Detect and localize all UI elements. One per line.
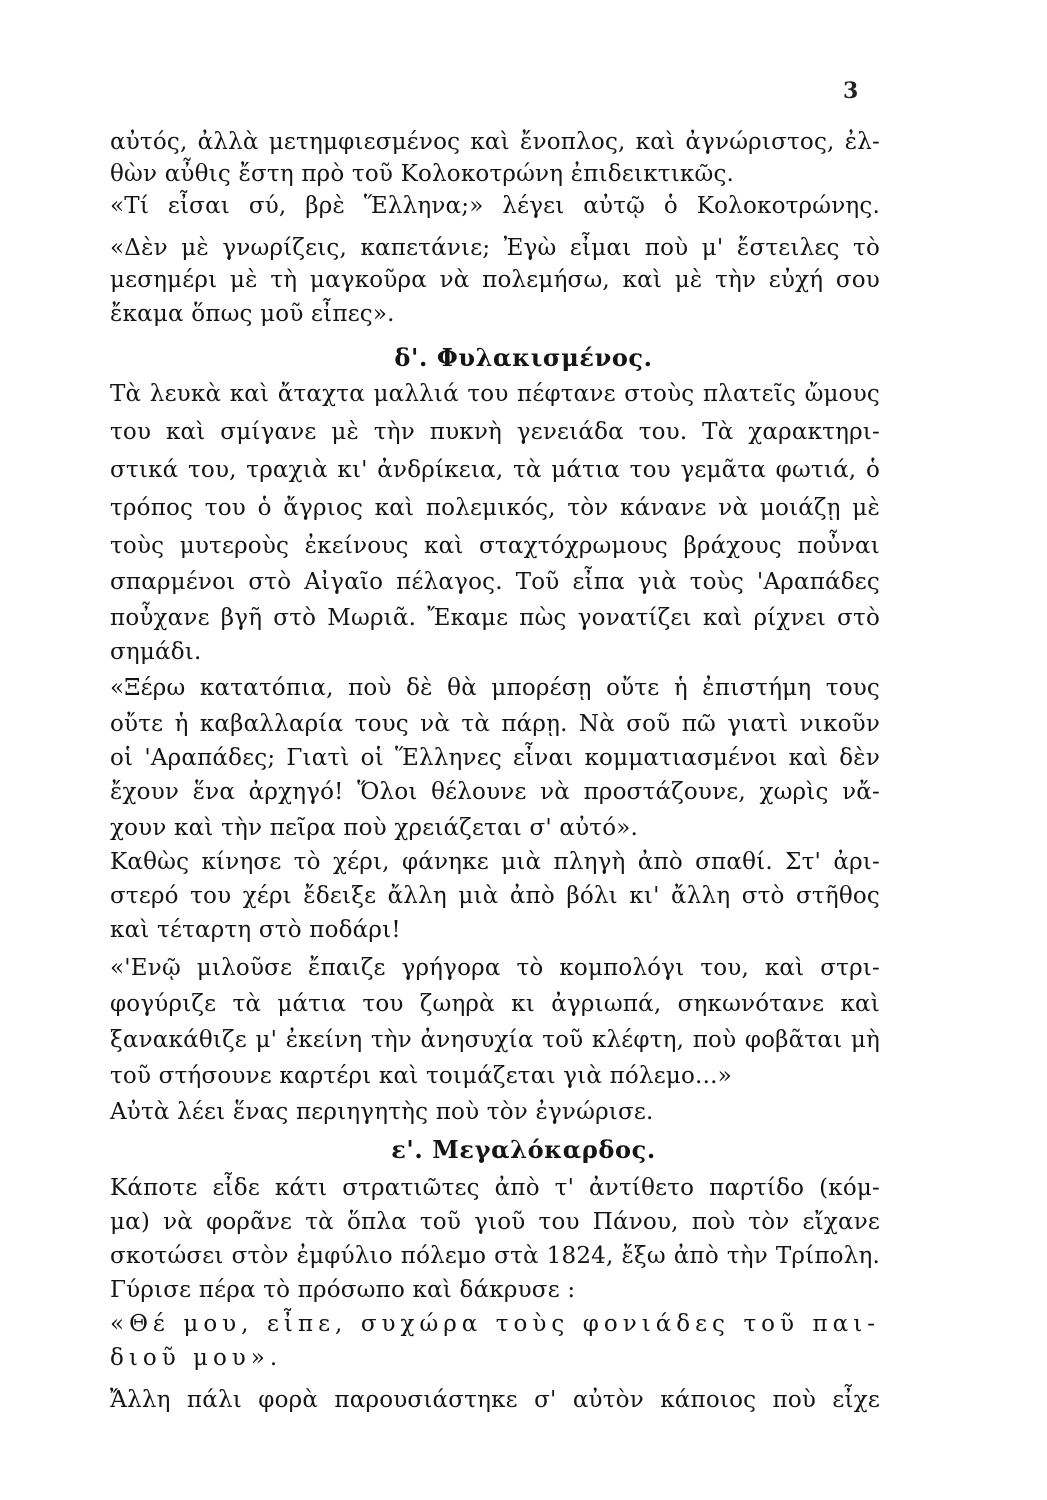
text-line: μα) νὰ φορᾶνε τὰ ὅπλα τοῦ γιοῦ του Πάνου, ποὺ τὸν εἴχανε bbox=[110, 1209, 880, 1235]
text-line: μεσημέρι μὲ τὴ μαγκοῦρα νὰ πολεμήσω, καὶ μὲ τὴν εὐχή σου bbox=[110, 267, 880, 293]
text-line: «Τί εἶσαι σύ, βρὲ Ἕλληνα;» λέγει αὐτῷ ὁ Κολοκοτρώνης. bbox=[110, 193, 880, 219]
section-heading-megalokardos: ε'. Μεγαλόκαρδος. bbox=[391, 1135, 656, 1164]
text-line: ποὖχανε βγῆ στὸ Μωριᾶ. Ἔκαμε πὼς γονατίζει καὶ ρίχνει στὸ bbox=[110, 605, 880, 631]
text-line: Κάποτε εἶδε κάτι στρατιῶτες ἀπὸ τ' ἀντίθετο παρτίδο (κόμ- bbox=[110, 1175, 880, 1201]
text-line: «'Ενῷ μιλοῦσε ἔπαιζε γρήγορα τὸ κομπολόγι του, καὶ στρι- bbox=[110, 955, 880, 981]
text-line: Καθὼς κίνησε τὸ χέρι, φάνηκε μιὰ πληγὴ ἀπὸ σπαθί. Στ' ἀρι- bbox=[110, 849, 880, 875]
text-line: χουν καὶ τὴν πεῖρα ποὺ χρειάζεται σ' αὐτό». bbox=[110, 815, 639, 841]
page-number: 3 bbox=[843, 78, 859, 104]
text-line: σκοτώσει στὸν ἐμφύλιο πόλεμο στὰ 1824, ἔξω ἀπὸ τὴν Τρίπολη. bbox=[110, 1243, 880, 1269]
text-line: οὔτε ἡ καβαλλαρία τους νὰ τὰ πάρῃ. Νὰ σοῦ πῶ γιατὶ νικοῦν bbox=[110, 711, 880, 737]
text-line: σημάδι. bbox=[110, 639, 202, 665]
section-heading-fylakismenos: δ'. Φυλακισμένος. bbox=[394, 343, 653, 372]
text-line: Τὰ λευκὰ καὶ ἄταχτα μαλλιά του πέφτανε στοὺς πλατεῖς ὤμους bbox=[110, 381, 880, 407]
text-line: φογύριζε τὰ μάτια του ζωηρὰ κι ἀγριωπά, σηκωνότανε καὶ bbox=[110, 991, 880, 1017]
text-line: ἔκαμα ὅπως μοῦ εἶπες». bbox=[110, 301, 395, 327]
text-line: Γύρισε πέρα τὸ πρόσωπο καὶ δάκρυσε : bbox=[110, 1277, 576, 1303]
text-line: «Δὲν μὲ γνωρίζεις, καπετάνιε; Ἐγὼ εἶμαι ποὺ μ' ἔστειλες τὸ bbox=[110, 235, 880, 261]
text-line: ξανακάθιζε μ' ἐκείνη τὴν ἀνησυχία τοῦ κλέφτη, ποὺ φοβᾶται μὴ bbox=[110, 1027, 880, 1053]
text-line: σπαρμένοι στὸ Αἰγαῖο πέλαγος. Τοῦ εἶπα γιὰ τοὺς 'Αραπάδες bbox=[110, 569, 880, 595]
text-line: στερό του χέρι ἔδειξε ἄλλη μιὰ ἀπὸ βόλι κι' ἄλλη στὸ στῆθος bbox=[110, 883, 880, 909]
text-line-spaced: «Θέ μου, εἶπε, συχώρα τοὺς φονιάδες τοῦ παι- bbox=[110, 1311, 880, 1337]
text-line: τοῦ στήσουνε καρτέρι καὶ τοιμάζεται γιὰ πόλεμο...» bbox=[110, 1063, 732, 1089]
text-line: Ἄλλη πάλι φορὰ παρουσιάστηκε σ' αὐτὸν κάποιος ποὺ εἶχε bbox=[110, 1387, 880, 1413]
text-line: του καὶ σμίγανε μὲ τὴν πυκνὴ γενειάδα του. Τὰ χαρακτηρι- bbox=[110, 419, 880, 445]
text-line: οἱ 'Αραπάδες; Γιατὶ οἱ Ἕλληνες εἶναι κομματιασμένοι καὶ δὲν bbox=[110, 745, 880, 771]
text-line: καὶ τέταρτη στὸ ποδάρι! bbox=[110, 917, 401, 943]
text-line-spaced: διοῦ μου». bbox=[110, 1345, 283, 1371]
text-line: τοὺς μυτεροὺς ἐκείνους καὶ σταχτόχρωμους βράχους ποὖναι bbox=[110, 533, 880, 559]
text-line: τρόπος του ὁ ἄγριος καὶ πολεμικός, τὸν κάνανε νὰ μοιάζῃ μὲ bbox=[110, 495, 880, 521]
text-line: ἔχουν ἕνα ἀρχηγό! Ὅλοι θέλουνε νὰ προστάζουνε, χωρὶς νἄ- bbox=[110, 779, 880, 805]
text-line: αὐτός, ἀλλὰ μετημφιεσμένος καὶ ἔνοπλος, καὶ ἀγνώριστος, ἐλ- bbox=[110, 129, 880, 155]
text-line: Αὐτὰ λέει ἕνας περιηγητὴς ποὺ τὸν ἐγνώρισε. bbox=[110, 1099, 654, 1125]
text-line: στικά του, τραχιὰ κι' ἀνδρίκεια, τὰ μάτια του γεμᾶτα φωτιά, ὁ bbox=[110, 457, 880, 483]
text-line: θὼν αὖθις ἔστη πρὸ τοῦ Κολοκοτρώνη ἐπιδεικτικῶς. bbox=[110, 161, 735, 187]
text-line: «Ξέρω κατατόπια, ποὺ δὲ θὰ μπορέσῃ οὔτε ἡ ἐπιστήμη τους bbox=[110, 675, 880, 701]
